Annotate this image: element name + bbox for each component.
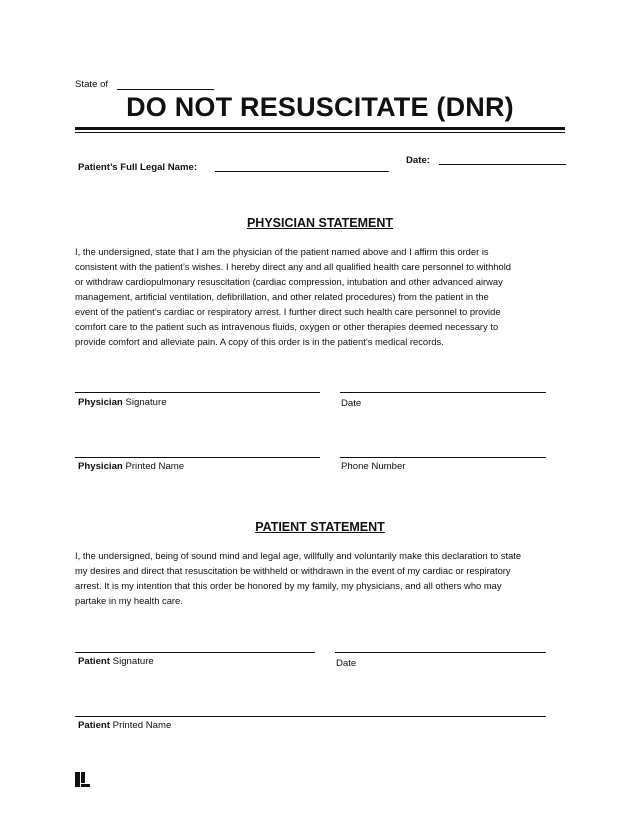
physician-line: management, artificial ventilation, defibrillation, and other related procedures) from the patient in the [75,291,489,302]
legal-templates-logo-icon [75,772,90,787]
physician-signature-line[interactable] [75,392,320,393]
physician-line: or withdraw cardiopulmonary resuscitation (cardiac compression, intubation and other advanced airway [75,276,503,287]
title-rule-thick [75,127,565,130]
patient-full-name-line[interactable] [215,171,389,172]
patient-line: arrest. It is my intention that this order be honored by my family, my physicians, and all others who may [75,580,502,591]
patient-date-line[interactable] [335,652,546,653]
date-line-top[interactable] [439,164,566,165]
patient-signature-line[interactable] [75,652,315,653]
patient-line: I, the undersigned, being of sound mind and legal age, willfully and voluntarily make this declaration to state [75,550,522,561]
physician-phone-line[interactable] [340,457,546,458]
patient-statement-text [75,548,567,608]
state-blank-line[interactable] [117,89,214,90]
document-title: DO NOT RESUSCITATE (DNR) [126,92,514,122]
patient-line: partake in my health care. [75,595,183,606]
patient-full-name-label: Patient’s Full Legal Name: [78,162,198,173]
physician-line: provide comfort and alleviate pain. A copy of this order is in the patient’s medical records. [75,336,444,347]
physician-phone-label: Phone Number [341,461,406,472]
physician-line: consistent with the patient’s wishes. I hereby direct any and all qualified health care personnel to withhold [75,261,512,272]
physician-statement-heading: PHYSICIAN STATEMENT [246,216,394,230]
date-label-top: Date: [406,155,430,166]
physician-line: comfort care to the patient such as intravenous fluids, oxygen or other therapies deemed necessary to [75,321,499,332]
patient-line: my desires and direct that resuscitation be withheld or withdrawn in the event of my cardiac or respiratory [75,565,511,576]
patient-signature-label: Patient Signature [78,656,154,667]
physician-date-line[interactable] [340,392,546,393]
physician-date-label: Date [341,398,362,409]
state-label: State of [75,79,109,90]
physician-printed-name-line[interactable] [75,457,320,458]
physician-printed-name-label: Physician Printed Name [78,461,185,472]
patient-printed-name-line[interactable] [75,716,546,717]
patient-date-label: Date [336,658,357,669]
physician-signature-label: Physician Signature [78,397,167,408]
patient-printed-name-label: Patient Printed Name [78,720,172,731]
physician-line: event of the patient’s cardiac or respiratory arrest. I further direct such health care personnel to provide [75,306,501,317]
patient-statement-heading: PATIENT STATEMENT [255,520,385,534]
title-rule-thin [75,132,565,133]
physician-line: I, the undersigned, state that I am the physician of the patient named above and I affirm this order is [75,246,489,257]
physician-statement-text [75,244,567,349]
